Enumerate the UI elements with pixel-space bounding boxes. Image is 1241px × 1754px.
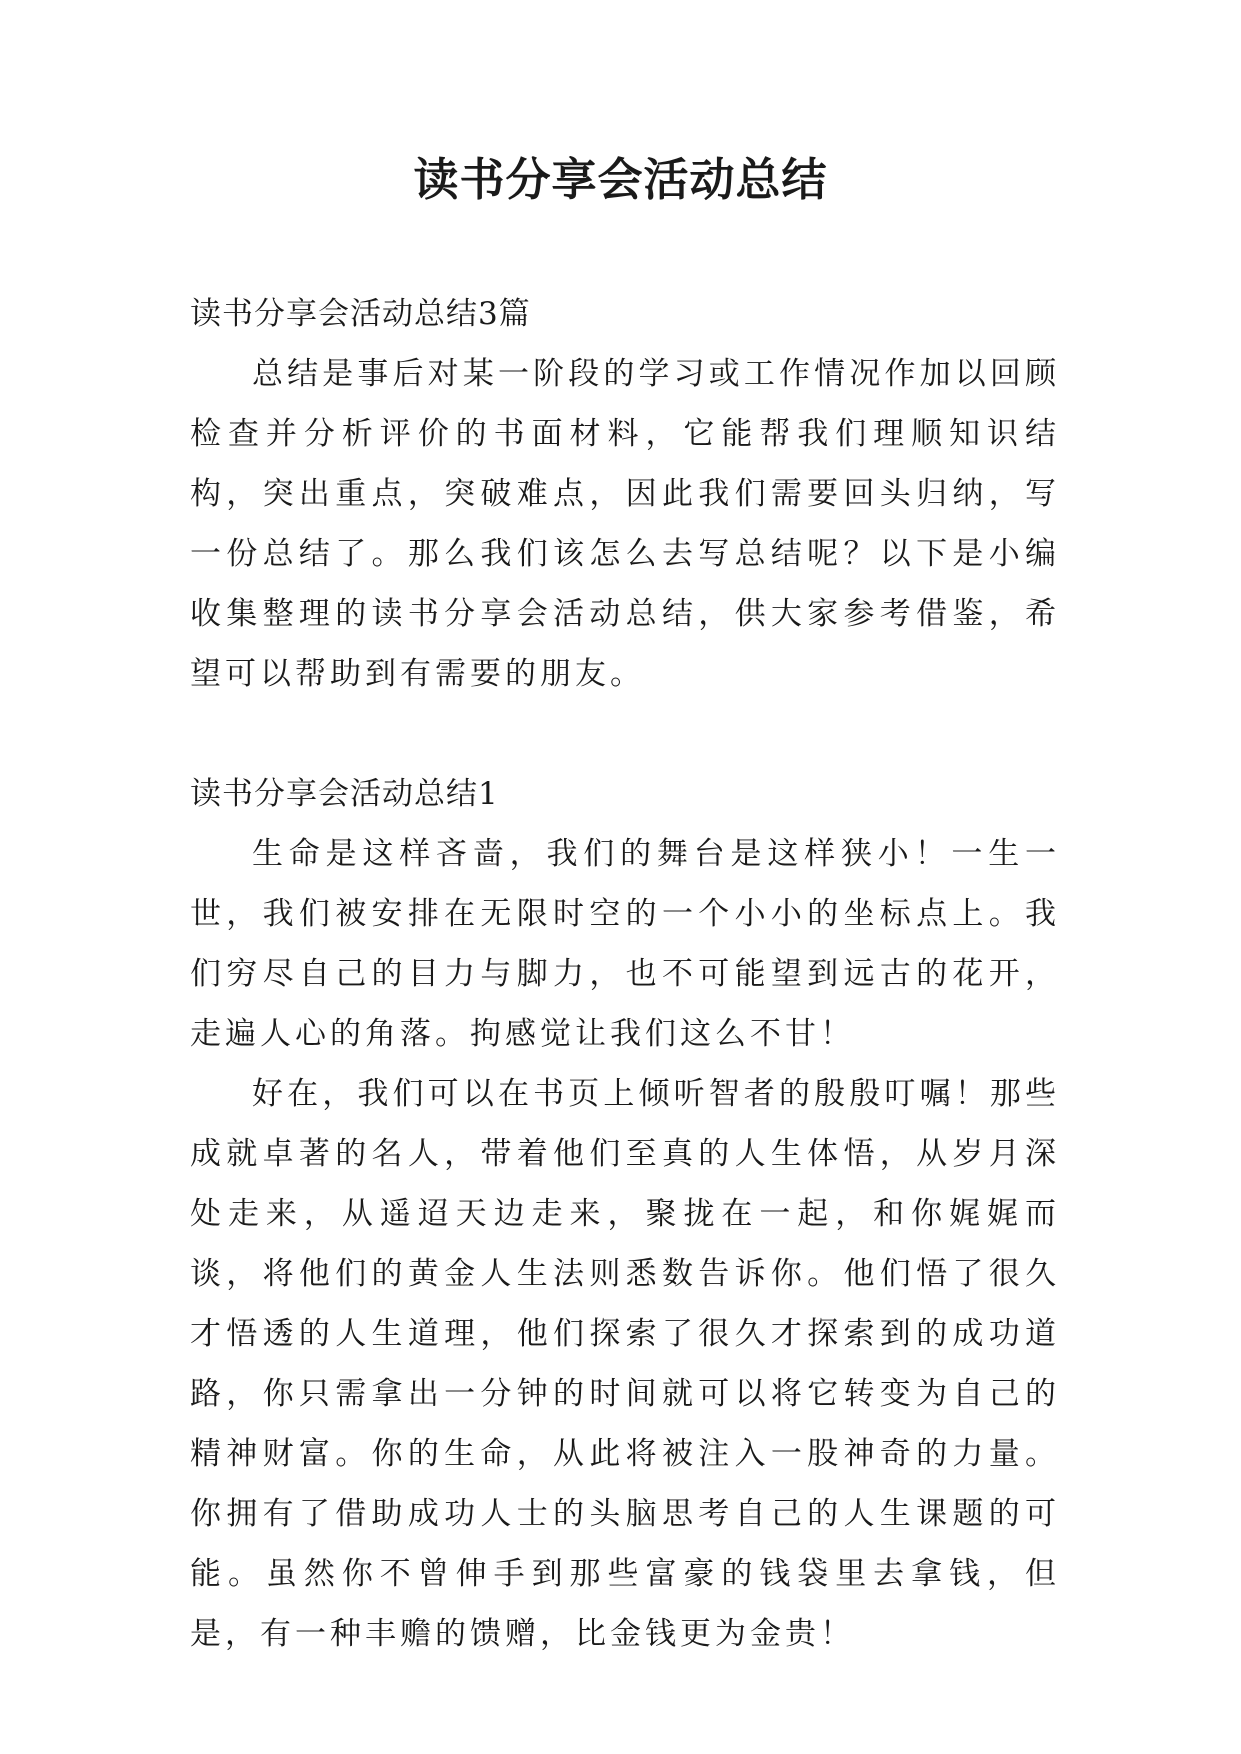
section-1-paragraph-1: 生命是这样吝啬，我们的舞台是这样狭小！一生一世，我们被安排在无限时空的一个小小的坐标点上。我们穷尽自己的目力与脚力，也不可能望到远古的花开，走遍人心的角落。拘感觉让我们这么不甘！ xyxy=(190,836,1060,1052)
section-1-paragraph-2: 好在，我们可以在书页上倾听智者的殷殷叮嘱！那些成就卓著的名人，带着他们至真的人生体悟，从岁月深处走来，从遥迢天边走来，聚拢在一起，和你娓娓而谈，将他们的黄金人生法则悉数告诉你。他们悟了很久才悟透的人生道理，他们探索了很久才探索到的成功道路，你只需拿出一分钟的时间就可以将它转变为自己的精神财富。你的生命，从此将被注入一股神奇的力量。你拥有了借助成功人士的头脑思考自己的人生课题的可能。虽然你不曾伸手到那些富豪的钱袋里去拿钱，但是，有一种丰赡的馈赠，比金钱更为金贵！ xyxy=(190,1076,1060,1652)
document-body xyxy=(190,284,1060,1664)
section-1-heading: 读书分享会活动总结1 xyxy=(190,776,499,812)
section-spacer xyxy=(190,704,1060,764)
document-title: 读书分享会活动总结 xyxy=(413,153,828,206)
intro-paragraph: 总结是事后对某一阶段的学习或工作情况作加以回顾检查并分析评价的书面材料，它能帮我们理顺知识结构，突出重点，突破难点，因此我们需要回头归纳，写一份总结了。那么我们该怎么去写总结呢？以下是小编收集整理的读书分享会活动总结，供大家参考借鉴，希望可以帮助到有需要的朋友。 xyxy=(190,356,1060,692)
document-subtitle: 读书分享会活动总结3篇 xyxy=(190,296,531,332)
